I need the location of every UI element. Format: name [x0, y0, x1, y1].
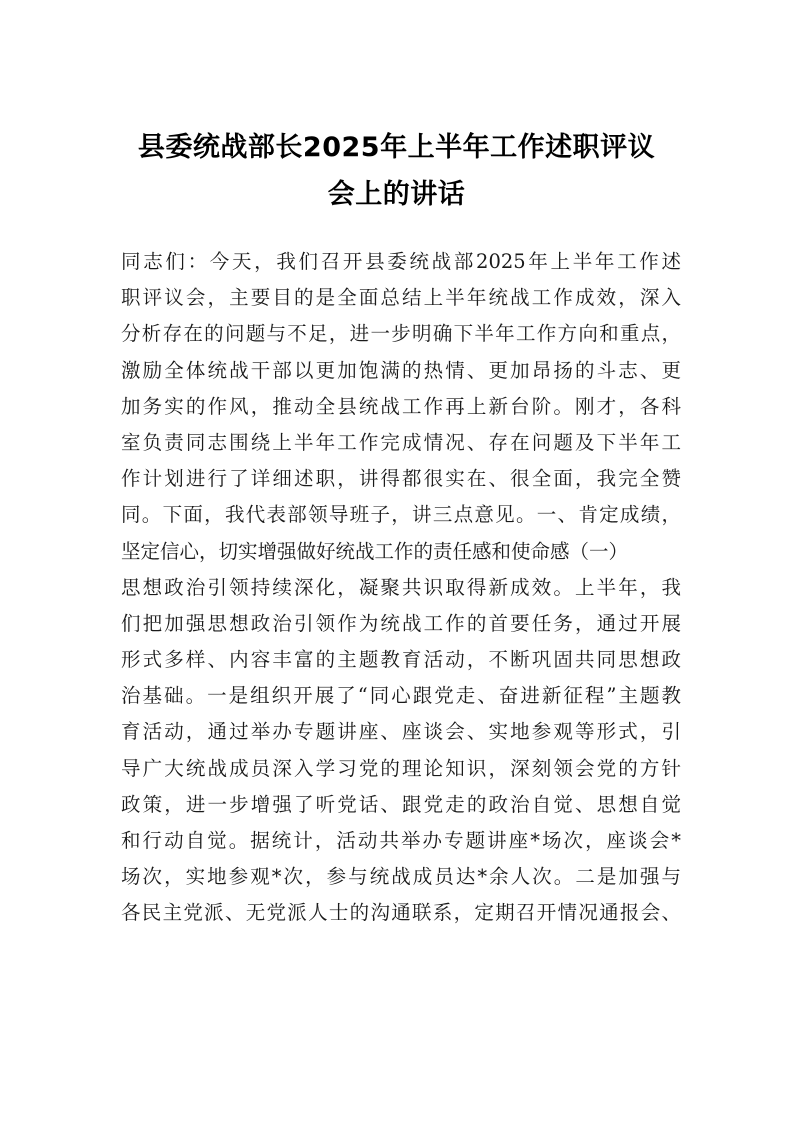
body-line: 坚定信心，切实增强做好统战工作的责任感和使命感（一） [121, 539, 629, 563]
body-line: 室负责同志围绕上半年工作完成情况、存在问题及下半年工 [121, 430, 681, 454]
body-line: 导广大统战成员深入学习党的理论知识，深刻领会党的方针 [121, 756, 681, 780]
document-title-line-1: 县委统战部长2025年上半年工作述职评议 [137, 132, 656, 163]
body-line: 形式多样、内容丰富的主题教育活动，不断巩固共同思想政 [121, 648, 681, 672]
body-line: 育活动，通过举办专题讲座、座谈会、实地参观等形式，引 [121, 720, 681, 744]
body-line: 激励全体统战干部以更加饱满的热情、更加昂扬的斗志、更 [121, 358, 681, 382]
body-line: 加务实的作风，推动全县统战工作再上新台阶。刚才，各科 [121, 394, 681, 418]
document-title-line-2: 会上的讲话 [327, 179, 466, 210]
body-line: 同。下面，我代表部领导班子，讲三点意见。一、肯定成绩， [121, 503, 681, 527]
body-line: 各民主党派、无党派人士的沟通联系，定期召开情况通报会、 [121, 901, 681, 925]
body-line: 治基础。一是组织开展了“同心跟党走、奋进新征程”主题教 [121, 684, 681, 708]
body-line: 同志们：今天，我们召开县委统战部2025年上半年工作述 [121, 250, 681, 273]
body-line: 作计划进行了详细述职，讲得都很实在、很全面，我完全赞 [121, 467, 681, 491]
document-body [121, 244, 681, 932]
body-line: 思想政治引领持续深化，凝聚共识取得新成效。上半年，我 [121, 575, 681, 599]
body-line: 职评议会，主要目的是全面总结上半年统战工作成效，深入 [121, 286, 681, 310]
body-line: 分析存在的问题与不足，进一步明确下半年工作方向和重点， [121, 322, 681, 346]
body-line: 们把加强思想政治引领作为统战工作的首要任务，通过开展 [121, 611, 681, 635]
body-line: 场次，实地参观*次，参与统战成员达*余人次。二是加强与 [121, 865, 681, 889]
body-line: 和行动自觉。据统计，活动共举办专题讲座*场次，座谈会* [121, 829, 681, 852]
body-line: 政策，进一步增强了听党话、跟党走的政治自觉、思想自觉 [121, 792, 681, 816]
